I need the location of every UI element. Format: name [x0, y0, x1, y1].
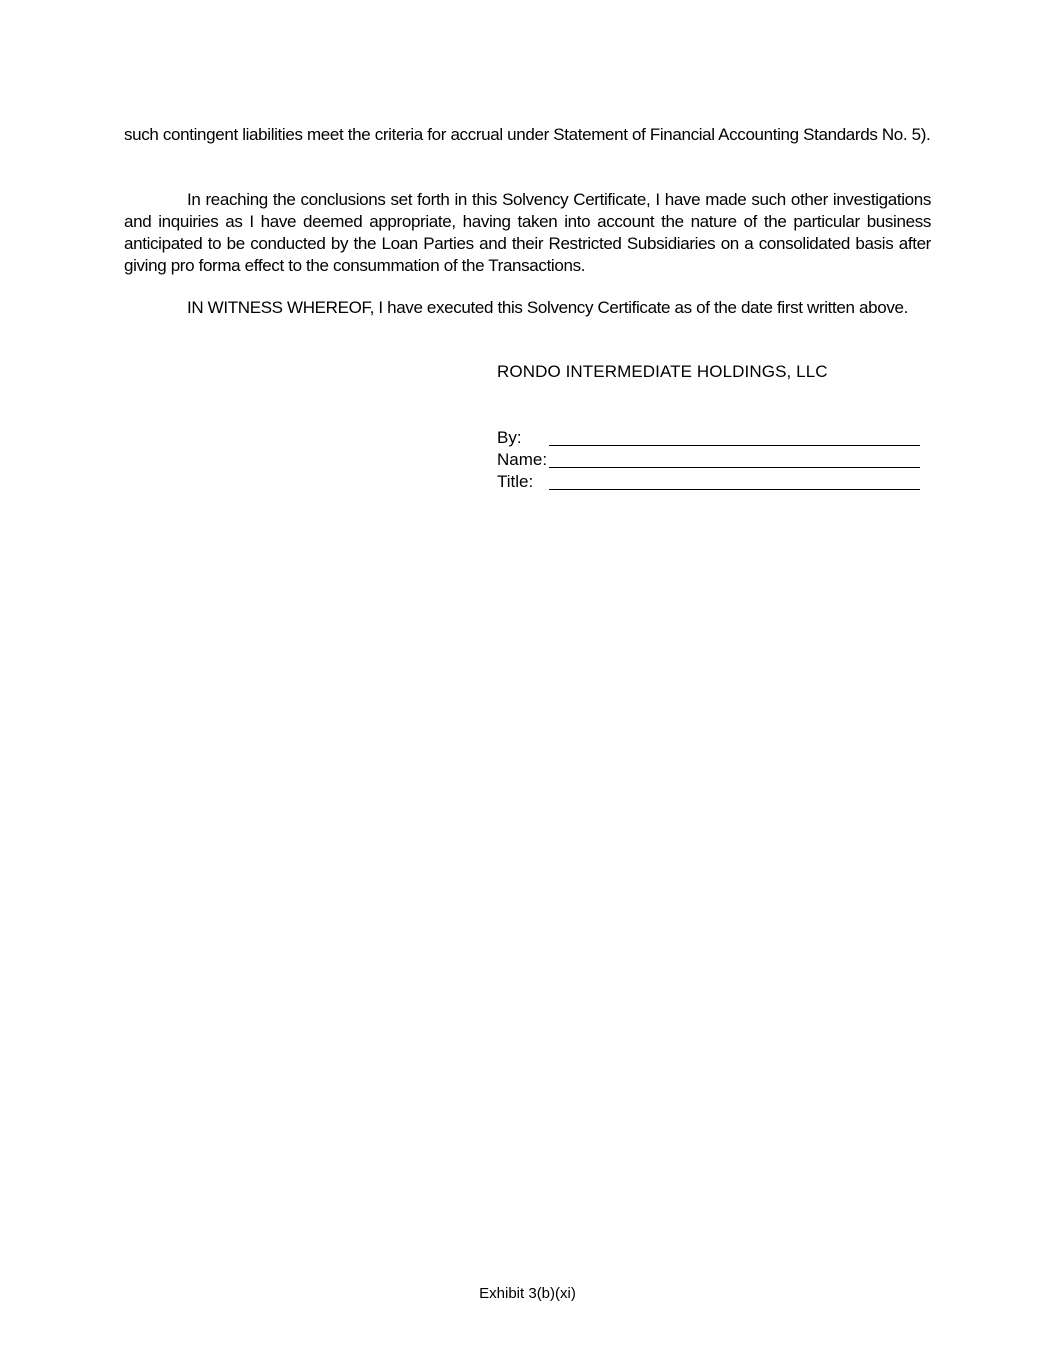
- signature-row-title: [497, 471, 922, 493]
- name-signature-line: [549, 467, 920, 468]
- signature-row-name: [497, 449, 922, 471]
- title-signature-line: [549, 489, 920, 490]
- paragraph-contingent-liabilities: such contingent liabilities meet the criteria for accrual under Statement of Financial Accounting Standards No. 5).: [124, 125, 931, 144]
- company-name: RONDO INTERMEDIATE HOLDINGS, LLC: [497, 362, 828, 381]
- paragraph-witness: IN WITNESS WHEREOF, I have executed this Solvency Certificate as of the date first written above.: [187, 298, 908, 317]
- signature-row-by: [497, 427, 922, 449]
- by-signature-line: [549, 445, 920, 446]
- by-label: By:: [497, 428, 522, 447]
- title-label: Title:: [497, 472, 534, 491]
- name-label: Name:: [497, 450, 548, 469]
- page-footer: Exhibit 3(b)(xi): [479, 1285, 576, 1302]
- paragraph-conclusions: In reaching the conclusions set forth in this Solvency Certificate, I have made such other investigations and inquiries as I have deemed appropriate, having taken into account the nature of the particular business anticipated to be conducted by the Loan Parties and their Restricted Subsidiaries on a consolidated basis after giving pro forma effect to the consummation of the Transactions.: [124, 190, 931, 275]
